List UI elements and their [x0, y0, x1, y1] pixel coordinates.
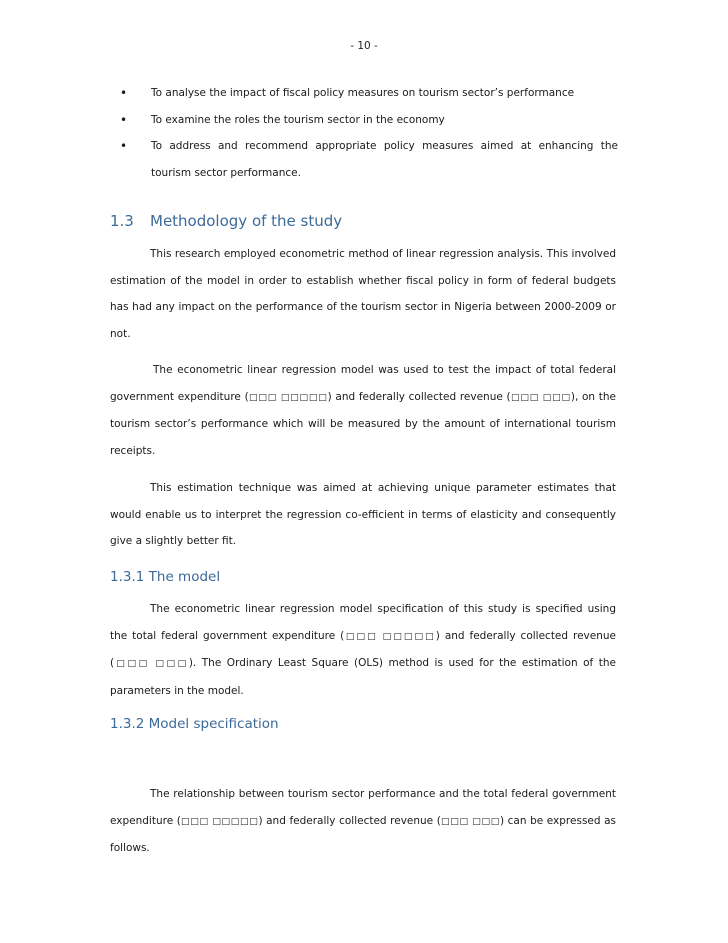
expenditure-symbol: □□□ □□□□□	[344, 631, 436, 642]
text-run: ) can be expressed as follows.	[110, 814, 617, 854]
revenue-symbol: □□□ □□□	[510, 392, 571, 403]
list-item	[120, 107, 618, 134]
model-specification-paragraph	[110, 781, 616, 862]
objectives-list	[120, 80, 618, 186]
text-run: ). The Ordinary Least Square (OLS) method is used for the estimation of the parameters in the model.	[110, 657, 616, 697]
list-item-text: To analyse the impact of fiscal policy measures on tourism sector’s performance	[151, 87, 575, 99]
text-run: The econometric linear regression model specification of this study is specified using the total federal government expenditure (	[110, 603, 616, 642]
bullet-icon: •	[120, 86, 128, 100]
section-title: Methodology of the study	[150, 212, 343, 230]
subsection-heading-model-specification: 1.3.2 Model specification	[110, 716, 279, 732]
page-number: - 10 -	[350, 40, 378, 52]
text-run: ), on the tourism sector’s performance which will be measured by the amount of international tourism receipts.	[110, 390, 616, 457]
text-run: The econometric linear regression model was used to test the impact of total federal government expenditure (	[110, 364, 616, 403]
methodology-paragraph-3: This estimation technique was aimed at achieving unique parameter estimates that would enable us to interpret the regression co-efficient in terms of elasticity and consequently give a slightly better fit.	[110, 482, 616, 547]
list-item-text: To examine the roles the tourism sector in the economy	[151, 113, 445, 126]
bullet-icon: •	[120, 139, 128, 153]
revenue-symbol: □□□ □□□	[440, 816, 500, 827]
text-run: ) and federally collected revenue (	[258, 814, 441, 827]
list-item	[120, 133, 618, 186]
bullet-icon: •	[120, 112, 128, 127]
methodology-paragraph-2	[110, 357, 616, 464]
expenditure-symbol: □□□ □□□□□	[180, 816, 259, 827]
methodology-paragraph-1: This research employed econometric method of linear regression analysis. This involved estimation of the model in order to establish whether fiscal policy in form of federal budgets has had any impact on the performance of the tourism sector in Nigeria between 2000-2009 or not.	[110, 248, 616, 340]
expenditure-symbol: □□□ □□□□□	[248, 392, 328, 403]
list-item-text: To address and recommend appropriate policy measures aimed at enhancing the tourism sector performance.	[151, 140, 618, 179]
revenue-symbol: □□□ □□□	[114, 659, 189, 669]
text-run: The relationship between tourism sector performance and the total federal government expenditure (	[110, 788, 616, 827]
subsection-heading-model: 1.3.1 The model	[110, 569, 221, 585]
model-paragraph	[110, 596, 616, 704]
list-item	[120, 80, 618, 107]
section-number: 1.3	[110, 212, 134, 230]
text-run: ) and federally collected revenue (	[327, 390, 511, 403]
text-run: ) and federally collected revenue (	[110, 629, 617, 669]
section-heading-methodology	[110, 212, 342, 230]
